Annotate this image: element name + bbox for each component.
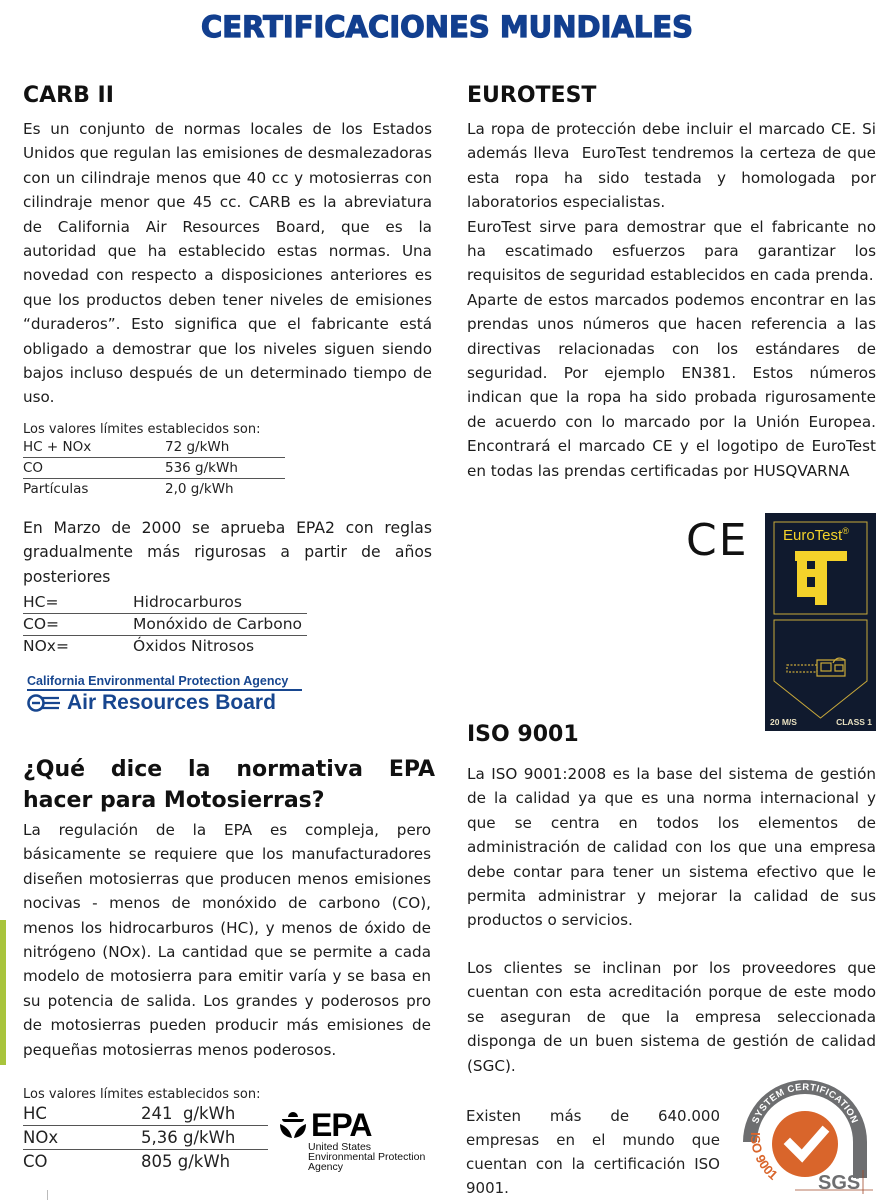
epa-limits-table (23, 1087, 268, 1173)
limit-value: 536 g/kWh (165, 460, 238, 476)
carb-heading: CARB II (23, 83, 114, 108)
limit-name: CO (23, 1152, 48, 1171)
iso-note: Existen más de 640.000 empresas en el mundo que cuentan con la certificación ISO 9001. (466, 1107, 720, 1197)
carb-limits-table (23, 422, 285, 499)
sgs-seal-graphic (735, 1070, 875, 1195)
epa-logo-word: EPA (311, 1107, 372, 1143)
glossary-table (23, 592, 307, 657)
carb-body: Es un conjunto de normas locales de los Estados Unidos que regulan las emisiones de desmalezadoras con un cilindraje menos que 40 cc y motosierras con cilindraje menor que 45 cc. CARB es la abreviatura de California Air Resources Board, que es la autoridad que ha establecido estas normas. Una novedad con respecto a disposiciones anteriores es que los productos deben tener niveles de emisiones “duraderos”. Esto significa que el fabricante está obligado a demostrar que los niveles siguen siendo bajos incluso después de un determinado tiempo de uso. (23, 120, 432, 407)
epa-logo-line2: Environmental Protection (308, 1151, 426, 1163)
eurotest-paragraph-1: La ropa de protección debe incluir el marcado CE. Si además lleva EuroTest tendremos la certeza de que esta ropa ha sido testada y homologada por laboratorios especialistas. (467, 120, 881, 212)
table-row (23, 614, 307, 636)
glossary-meaning: Óxidos Nitrosos (133, 637, 255, 655)
carb-limits-intro: Los valores límites establecidos son: (23, 422, 261, 437)
table-row (23, 1102, 268, 1126)
page-title: CERTIFICACIONES MUNDIALES (201, 10, 693, 44)
iso-paragraph-2: Los clientes se inclinan por los proveedores que cuentan con esta acreditación porque de este modo se aseguran de que la empresa seleccionada disponga de un buen sistema de gestión de calidad (SGC). (467, 959, 876, 1075)
eurotest-badge-speed: 20 M/S (770, 717, 797, 727)
glossary-meaning: Hidrocarburos (133, 593, 242, 611)
limit-name: NOx (23, 1128, 59, 1147)
carb-logo-agency: California Environmental Protection Agency (27, 674, 302, 691)
eurotest-paragraph-2: EuroTest sirve para demostrar que el fabricante no ha escatimado esfuerzos para garantizar los requisitos de seguridad establecidos en cada prenda. (467, 217, 876, 285)
table-row (23, 1126, 268, 1150)
seal-side-text: ISO 9001 (747, 1131, 781, 1183)
page-edge-mark (47, 1190, 48, 1200)
limit-value: 5,36 g/kWh (141, 1128, 236, 1147)
limit-value: 72 g/kWh (165, 439, 230, 455)
iso-9001-seal (735, 1070, 875, 1195)
eurotest-body (467, 117, 881, 483)
limit-name: HC + NOx (23, 439, 92, 455)
carb-logo (27, 674, 302, 715)
eurotest-badge-title (783, 526, 849, 544)
table-row (23, 437, 285, 458)
limit-name: Partículas (23, 481, 89, 497)
glossary-term: NOx= (23, 637, 69, 655)
eurotest-paragraph-3: Aparte de estos marcados podemos encontrar en las prendas unos números que hacen referencia a las directivas relacionadas con los estándares de seguridad. Por ejemplo EN381. Estos números indican que la ropa ha sido probada rigurosamente de acuerdo con lo marcado por la Unión Europea. Encontrará el marcado CE y el logotipo de EuroTest en todas las prendas certificadas por HUSQVARNA (467, 290, 876, 480)
glossary-meaning: Monóxido de Carbono (133, 615, 303, 633)
sgs-logo-text: SGS (818, 1172, 861, 1194)
air-resources-board-emblem-icon (27, 694, 61, 712)
epa-logo-line1: United States (308, 1141, 372, 1153)
epa2-text: En Marzo de 2000 se aprueba EPA2 con reglas gradualmente más rigurosas a partir de años posteriores (23, 519, 432, 586)
eurotest-badge-brand: EuroTest (783, 527, 843, 544)
epa-body: La regulación de la EPA es compleja, pero básicamente se requiere que los manufacturadores diseñen motosierras que producen menos emisiones nocivas - menos de monóxido de carbono (CO), menos los hidrocarburos (HC), y menos de óxido de nitrógeno (NOx). La cantidad que se permite a cada modelo de motosierra para emitir varía y se basa en su potencia de salida. Los grandes y poderosos pro de motosierras pueden producir más emisiones de pequeñas motosierras menos poderosos. (23, 821, 431, 1059)
glossary-term: CO= (23, 615, 60, 633)
eurotest-badge (765, 513, 876, 731)
table-row (23, 1150, 268, 1173)
eurotest-heading: EUROTEST (467, 83, 597, 108)
epa-flower-icon (278, 1110, 308, 1140)
table-row (23, 636, 307, 657)
carb-logo-name: Air Resources Board (67, 691, 276, 714)
limit-value: 2,0 g/kWh (165, 481, 234, 497)
table-row (23, 458, 285, 479)
glossary-term: HC= (23, 593, 59, 611)
carb-logo-row (27, 691, 302, 715)
eurotest-badge-graphic (765, 513, 876, 731)
epa-limits-intro: Los valores límites establecidos son: (23, 1087, 261, 1102)
limit-name: HC (23, 1104, 47, 1123)
green-accent-bar (0, 920, 6, 1065)
registered-mark: ® (842, 526, 849, 536)
limit-value: 241 g/kWh (141, 1104, 236, 1123)
epa-logo-line3: Agency (308, 1161, 344, 1173)
iso-paragraph-1: La ISO 9001:2008 es la base del sistema de gestión de la calidad ya que es una norma internacional y que se centra en todos los elementos de administración de calidad con los que una empresa debe contar para tener un sistema efectivo que le permita administrar y mejorar la calidad de sus productos o servicios. (467, 765, 876, 930)
limit-name: CO (23, 460, 44, 476)
table-row (23, 592, 307, 614)
epa-heading: ¿Qué dice la normativa EPA hacer para Motosierras? (23, 757, 435, 813)
limit-value: 805 g/kWh (141, 1152, 231, 1171)
seal-arc-text: SYSTEM CERTIFICATION (750, 1081, 860, 1126)
iso-heading: ISO 9001 (467, 722, 579, 747)
epa-logo (278, 1107, 448, 1175)
table-row (23, 479, 285, 499)
chainsaw-icon (787, 658, 845, 676)
ce-mark-icon: CE (686, 515, 749, 566)
eurotest-badge-class: CLASS 1 (836, 717, 872, 727)
